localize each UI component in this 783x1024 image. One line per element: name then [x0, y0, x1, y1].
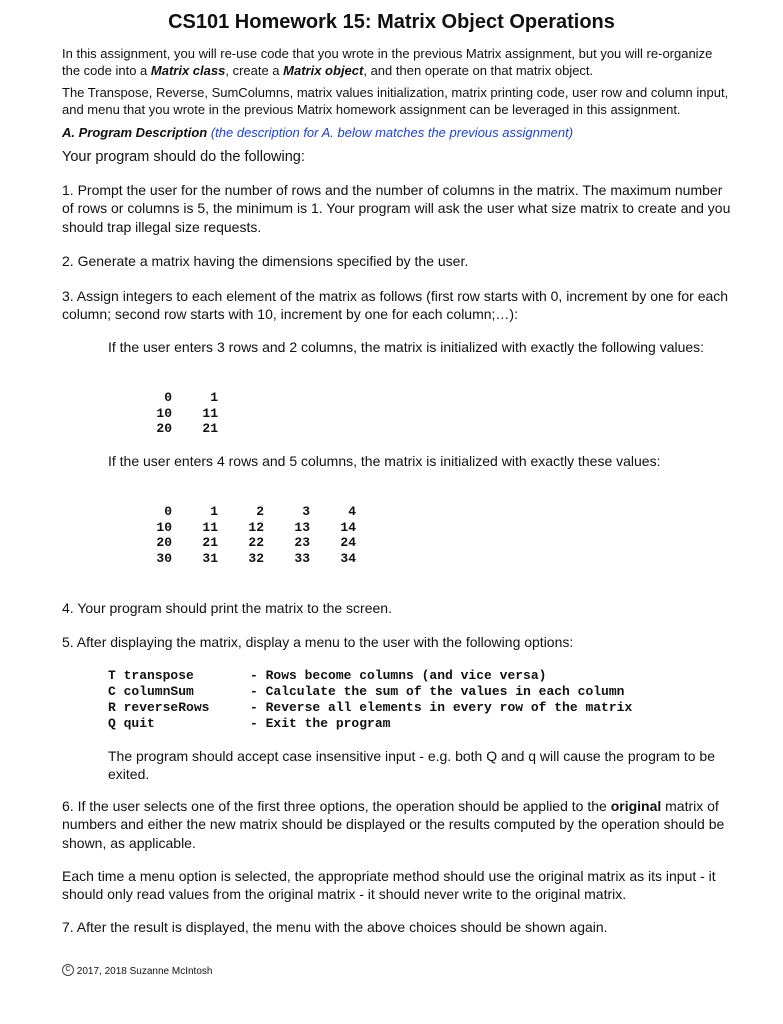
- cell: 11: [202, 405, 218, 421]
- cell: 33: [294, 550, 310, 566]
- cell: 12: [248, 519, 264, 535]
- cell: 14: [340, 519, 356, 535]
- cell: 11: [202, 519, 218, 535]
- matrix-class-term: Matrix class: [150, 62, 226, 78]
- menu-option-key: T transpose: [108, 668, 194, 683]
- intro-text: , create a: [225, 62, 284, 78]
- cell: 1: [210, 390, 218, 405]
- cell: 24: [340, 535, 356, 551]
- item-5: 5. After displaying the matrix, display a menu to the user with the following options:: [62, 634, 574, 650]
- each-time-paragraph: Each time a menu option is selected, the appropriate method should use the original matrix as its input - it should only read values from the original matrix - it should never write to the original matrix.: [62, 868, 716, 903]
- matrix-row: [108, 535, 356, 551]
- matrix-row: [108, 520, 356, 536]
- intro-text: , and then operate on that matrix object.: [363, 62, 594, 78]
- menu-option-desc: - Exit the program: [250, 716, 391, 731]
- cell: 20: [156, 535, 172, 551]
- menu-option-key: C columnSum: [108, 684, 194, 699]
- cell: 0: [164, 504, 172, 519]
- section-a-heading: [62, 125, 732, 142]
- matrix-row: [108, 406, 218, 422]
- lead-text: Your program should do the following:: [62, 149, 305, 165]
- cell: 21: [202, 535, 218, 551]
- leverage-paragraph: The Transpose, Reverse, SumColumns, matrix values initialization, matrix printing code, user row and column input, and menu that you wrote in the previous Matrix homework assignment can be leveraged in this assignment.: [62, 85, 729, 117]
- example-2-text: If the user enters 4 rows and 5 columns, the matrix is initialized with exactly these values:: [108, 453, 661, 469]
- copyright-text: 2017, 2018 Suzanne McIntosh: [76, 966, 213, 977]
- item-7: 7. After the result is displayed, the menu with the above choices should be shown again.: [62, 919, 608, 935]
- menu-options: [108, 668, 708, 732]
- cell: 34: [340, 550, 356, 566]
- cell: 3: [302, 504, 310, 519]
- cell: 32: [248, 550, 264, 566]
- original-emphasis: original: [610, 798, 662, 814]
- intro-text: In this assignment, you will re-use code that you wrote in the previous Matrix assignment, but you will re-organize the code into a: [62, 46, 713, 78]
- section-title: A. Program Description: [62, 125, 208, 140]
- cell: 10: [156, 405, 172, 421]
- copyright: [62, 966, 212, 977]
- cell: 23: [294, 535, 310, 551]
- menu-option-desc: - Rows become columns (and vice versa): [250, 668, 547, 683]
- cell: 31: [202, 550, 218, 566]
- cell: 1: [210, 504, 218, 519]
- item-6: [62, 797, 732, 852]
- cell: 20: [156, 421, 172, 437]
- section-note: (the description for A. below matches the previous assignment): [210, 125, 574, 140]
- item-6-text: 6. If the user selects one of the first three options, the operation should be applied to the: [62, 798, 611, 814]
- intro-paragraph: [62, 46, 732, 79]
- matrix-row: [108, 551, 356, 567]
- item-4: 4. Your program should print the matrix to the screen.: [62, 600, 392, 616]
- matrix-object-term: Matrix object: [283, 62, 364, 78]
- menu-option-desc: - Reverse all elements in every row of the matrix: [250, 700, 633, 715]
- item-3: 3. Assign integers to each element of the matrix as follows (first row starts with 0, increment by one for each column; second row starts with 10, increment by one for each column;…):: [62, 288, 729, 323]
- matrix-row: [108, 390, 218, 406]
- example-1-text: If the user enters 3 rows and 2 columns, the matrix is initialized with exactly the following values:: [108, 339, 705, 355]
- cell: 0: [164, 390, 172, 405]
- cell: 21: [202, 421, 218, 437]
- item-2: 2. Generate a matrix having the dimensions specified by the user.: [62, 253, 469, 269]
- cell: 10: [156, 519, 172, 535]
- page-title: CS101 Homework 15: Matrix Object Operations: [168, 11, 615, 33]
- cell: 30: [156, 550, 172, 566]
- menu-option-key: R reverseRows: [108, 700, 210, 715]
- cell: 2: [256, 504, 264, 519]
- menu-option-desc: - Calculate the sum of the values in each column: [250, 684, 625, 699]
- matrix-example-3x2: [108, 390, 218, 437]
- copyright-icon: C: [62, 964, 74, 976]
- cell: 4: [348, 504, 356, 519]
- cell: 22: [248, 535, 264, 551]
- cell: 13: [294, 519, 310, 535]
- menu-option-key: Q quit: [108, 716, 155, 731]
- case-insensitive-note: The program should accept case insensitive input - e.g. both Q and q will cause the program to be exited.: [108, 748, 716, 783]
- matrix-example-4x5: [108, 504, 356, 566]
- matrix-row: [108, 421, 218, 437]
- matrix-row: [108, 504, 356, 520]
- item-6-text: matrix of numbers and either the new matrix should be displayed or the results computed by the operation should be shown, as applicable.: [62, 798, 725, 851]
- item-1: 1. Prompt the user for the number of rows and the number of columns in the matrix. The maximum number of rows or columns is 5, the minimum is 1. Your program will ask the user what size matrix to create and you should trap illegal size requests.: [62, 182, 731, 235]
